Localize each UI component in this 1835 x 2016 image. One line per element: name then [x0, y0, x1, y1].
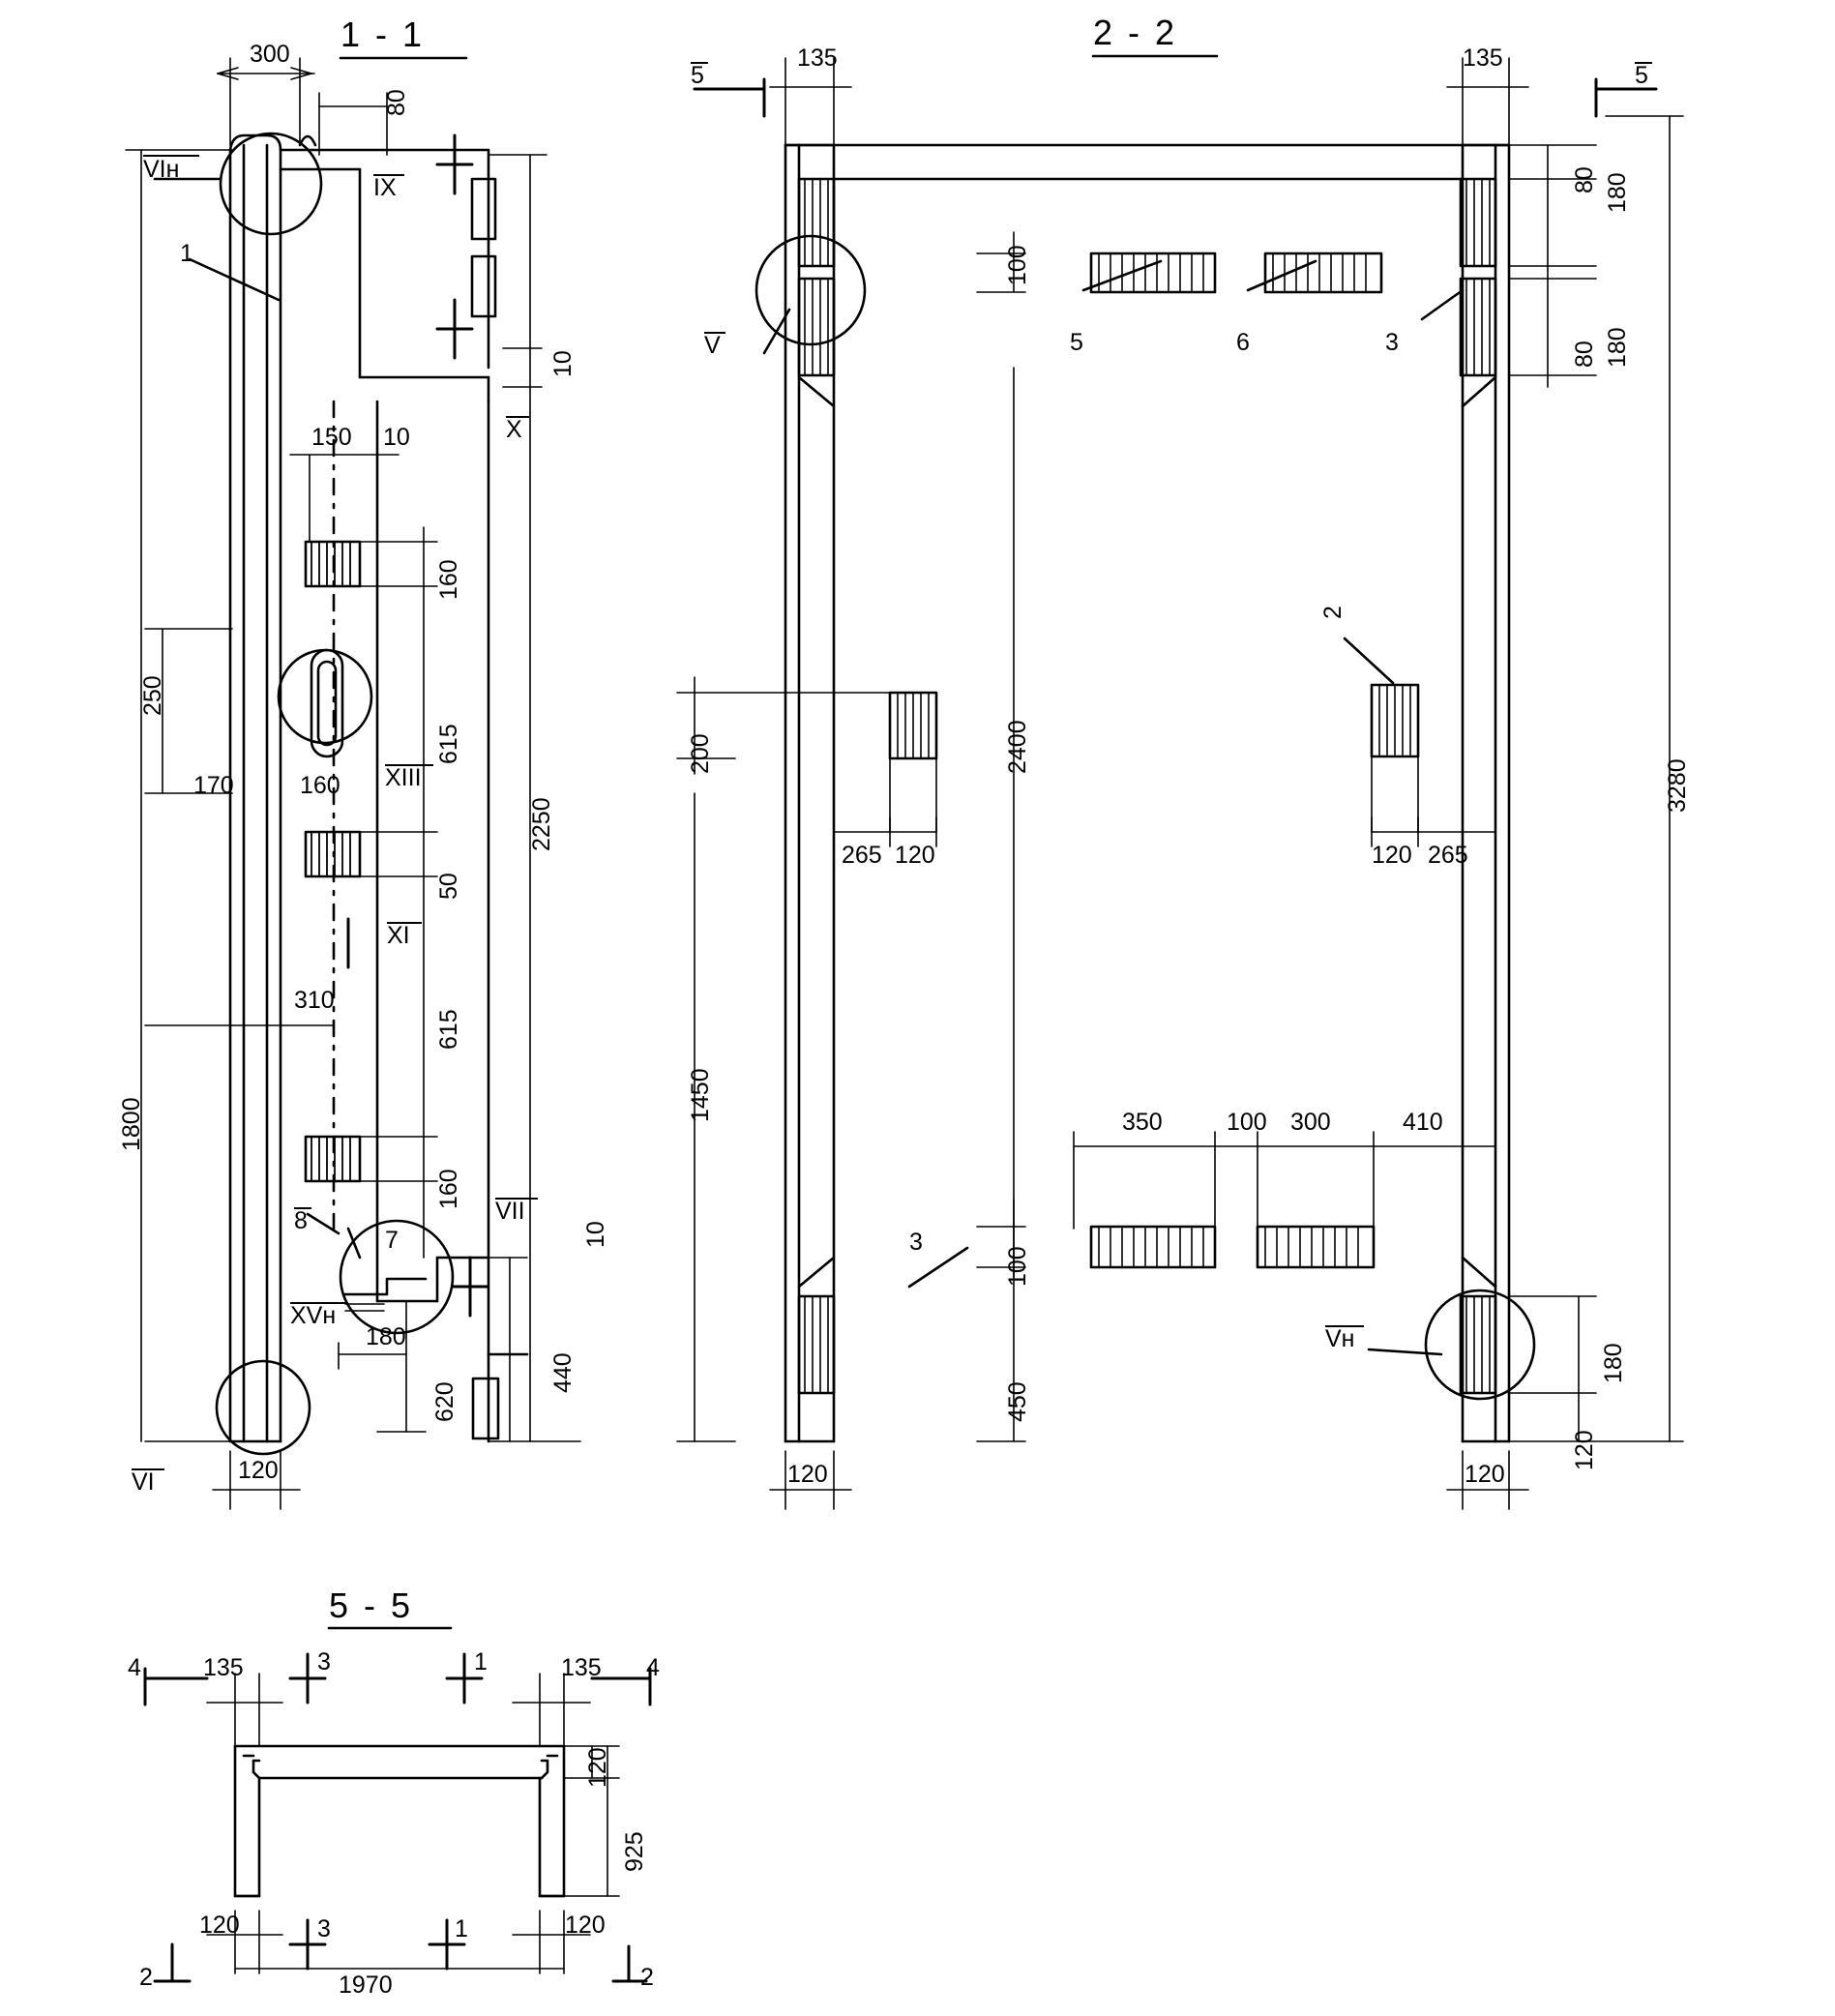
dim-1-1-615b: 615	[435, 1009, 462, 1050]
partno-3-bottom: 3	[909, 1229, 923, 1256]
dim-2-2-80b: 80	[1571, 341, 1598, 368]
dim-1-1-120: 120	[238, 1457, 279, 1484]
partno-7: 7	[385, 1227, 399, 1254]
dim-1-1-2250: 2250	[528, 797, 555, 851]
mark-v-n-overline	[1325, 1325, 1364, 1327]
dim-2-2-450: 450	[1004, 1381, 1031, 1422]
dim-1-1-440: 440	[549, 1352, 577, 1393]
dim-2-2-180a: 180	[1604, 172, 1631, 213]
section-mark-5-left-overline	[691, 62, 708, 64]
dim-1-1-160a: 160	[435, 559, 462, 600]
dim-2-2-265-left: 265	[842, 842, 882, 869]
section-mark-5-right-overline	[1635, 62, 1652, 64]
mark-v-overline	[704, 332, 725, 334]
partno-8: 8	[294, 1207, 308, 1234]
dim-2-2-180b: 180	[1604, 327, 1631, 368]
dim-2-2-1450: 1450	[687, 1068, 714, 1122]
dim-1-1-10a: 10	[549, 350, 577, 377]
dim-1-1-10c: 10	[582, 1221, 609, 1248]
section-mark-2-right: 2	[640, 1964, 654, 1991]
section-mark-3-bottom: 3	[317, 1915, 331, 1942]
dim-2-2-120-bottomright: 120	[1571, 1430, 1598, 1470]
dim-1-1-50: 160	[300, 772, 340, 799]
mark-xiii: XIII	[385, 764, 422, 791]
mark-ix-overline	[373, 174, 404, 176]
dim-1-1-300: 300	[250, 41, 290, 68]
section-mark-1-bottom: 1	[455, 1915, 468, 1942]
partno-1: 1	[180, 240, 193, 267]
mark-ix: IX	[373, 174, 397, 201]
dim-1-1-1800: 1800	[118, 1097, 145, 1151]
mark-x: X	[506, 416, 522, 443]
dim-2-2-410: 410	[1403, 1109, 1443, 1136]
partno-8-overline	[294, 1207, 311, 1209]
dim-5-5-120-left: 120	[199, 1912, 240, 1939]
mark-xv-n-overline	[290, 1302, 348, 1304]
partno-6: 6	[1236, 329, 1250, 356]
mark-xiii-overline	[385, 764, 433, 766]
section-title-5-5: 5 - 5	[329, 1586, 414, 1625]
mark-xi: XI	[387, 922, 410, 949]
mark-v-n: Vн	[1325, 1325, 1355, 1352]
dim-2-2-100c: 100	[1227, 1109, 1267, 1136]
mark-vi: VI	[132, 1468, 155, 1496]
partno-3-top: 3	[1385, 329, 1399, 356]
dim-2-2-135-left: 135	[797, 44, 838, 72]
dim-5-5-135-left: 135	[203, 1654, 244, 1681]
dim-1-1-310: 310	[294, 987, 335, 1014]
mark-vii-overline	[495, 1198, 538, 1200]
dim-1-1-150: 150	[311, 424, 352, 451]
section-mark-5-left: 5	[691, 62, 704, 89]
mark-vi-n-overline	[143, 155, 199, 157]
section-mark-4-right: 4	[646, 1654, 660, 1681]
dim-1-1-160b: 50	[435, 873, 462, 900]
dim-1-1-160c: 160	[435, 1169, 462, 1209]
dim-2-2-135-right: 135	[1463, 44, 1503, 72]
mark-x-overline	[506, 416, 529, 418]
dim-2-2-120-bottomleft: 120	[787, 1461, 828, 1488]
dim-1-1-80: 80	[383, 89, 410, 116]
dim-1-1-615a: 615	[435, 724, 462, 764]
partno-5: 5	[1070, 329, 1083, 356]
dim-2-2-120-right: 120	[1372, 842, 1412, 869]
mark-xi-overline	[387, 922, 422, 924]
section-mark-1-top: 1	[474, 1648, 488, 1675]
section-title-1-1: 1 - 1	[340, 15, 426, 54]
dim-5-5-120-right: 120	[565, 1912, 606, 1939]
dim-1-1-620: 620	[431, 1381, 459, 1422]
section-mark-3-top: 3	[317, 1648, 331, 1675]
partno-2: 2	[1319, 606, 1347, 619]
dim-2-2-180-bottom: 180	[1600, 1343, 1627, 1383]
dim-2-2-100a: 100	[1004, 245, 1031, 285]
mark-vi-overline	[132, 1468, 164, 1470]
dim-2-2-80a: 80	[1571, 166, 1598, 193]
dim-2-2-300: 300	[1290, 1109, 1331, 1136]
dim-1-1-180: 180	[366, 1323, 406, 1350]
dim-2-2-3280: 3280	[1664, 758, 1691, 813]
dim-5-5-120-top: 120	[584, 1747, 611, 1788]
dim-2-2-350: 350	[1122, 1109, 1163, 1136]
dim-1-1-170: 170	[193, 772, 234, 799]
mark-xv-n: XVн	[290, 1302, 337, 1329]
section-title-2-2: 2 - 2	[1093, 13, 1178, 52]
section-mark-2-left: 2	[139, 1964, 153, 1991]
section-mark-4-left: 4	[128, 1654, 141, 1681]
dim-2-2-120-left: 120	[895, 842, 935, 869]
dim-2-2-265-right: 265	[1428, 842, 1468, 869]
mark-vi-n: VIн	[143, 156, 180, 183]
mark-v: V	[704, 332, 721, 359]
dim-2-2-120-bottomright2: 120	[1465, 1461, 1505, 1488]
dim-2-2-2400: 2400	[1004, 720, 1031, 774]
dim-5-5-925: 925	[621, 1831, 648, 1872]
section-mark-5-right: 5	[1635, 62, 1648, 89]
mark-vii: VII	[495, 1198, 525, 1225]
dim-1-1-10b: 10	[383, 424, 410, 451]
dim-2-2-100b: 100	[1004, 1246, 1031, 1287]
dim-2-2-200: 200	[687, 733, 714, 774]
dim-1-1-250: 250	[139, 675, 166, 716]
dim-5-5-1970: 1970	[339, 1972, 393, 1999]
dim-5-5-135-right: 135	[561, 1654, 602, 1681]
